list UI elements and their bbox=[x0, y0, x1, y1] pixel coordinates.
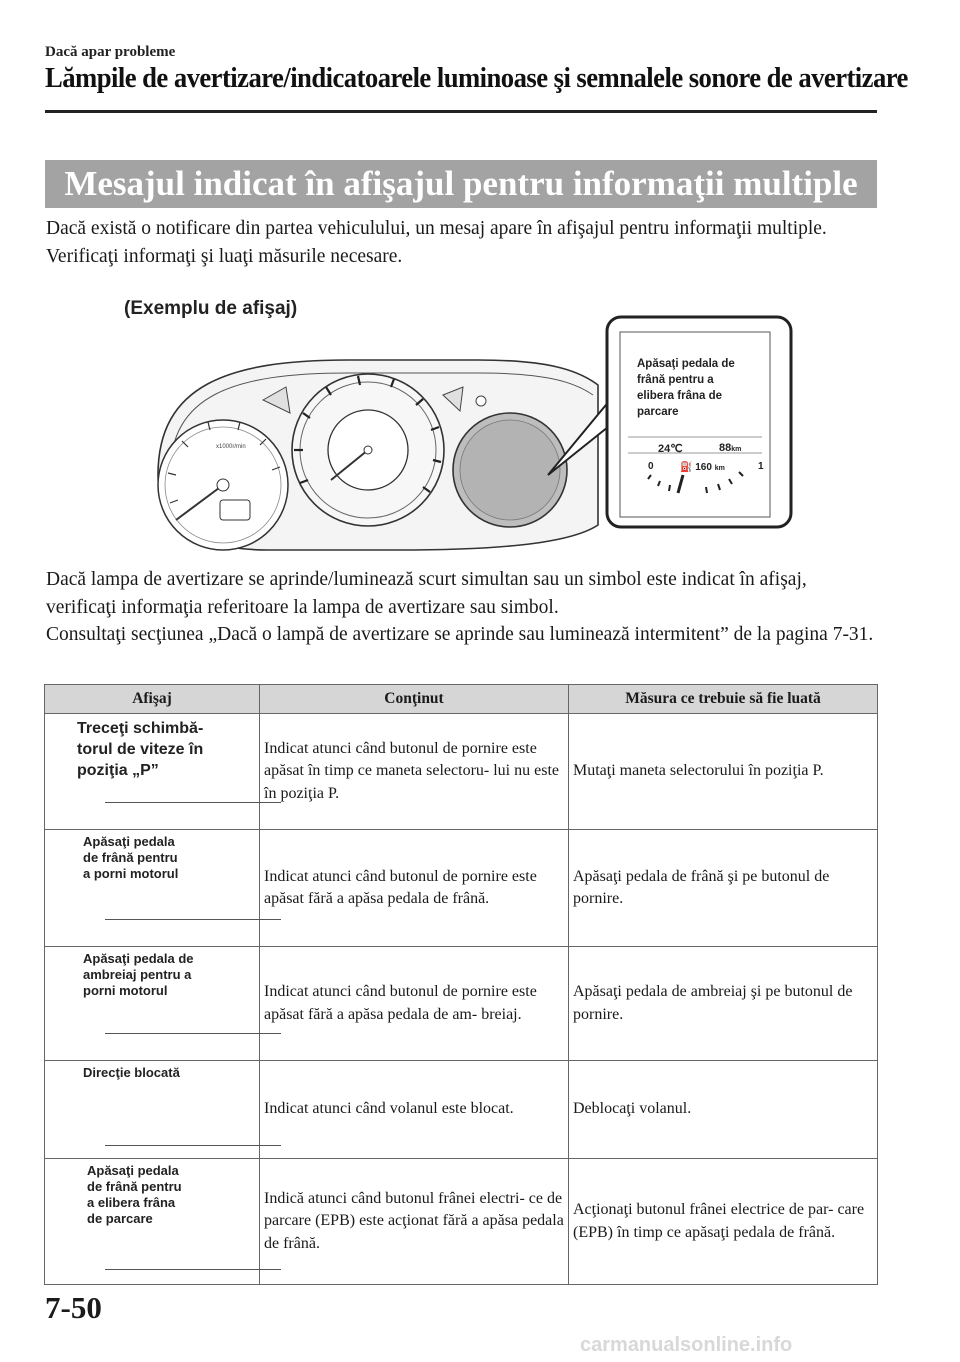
display-line: Apăsaţi pedala bbox=[87, 1163, 179, 1178]
display-line: Apăsaţi pedala bbox=[83, 834, 175, 849]
display-line: de frână pentru bbox=[87, 1179, 182, 1194]
footer-watermark: carmanualsonline.info bbox=[580, 1334, 793, 1356]
odometer-value: 88 bbox=[719, 442, 732, 454]
consult-paragraph: Consultaţi secţiunea „Dacă o lampă de avertizare se aprinde sau luminează intermitent” de la pagina 7-31. bbox=[46, 624, 874, 645]
temperature-readout bbox=[658, 442, 683, 455]
table-row bbox=[45, 1159, 878, 1285]
display-line: ambreiaj pentru a bbox=[83, 967, 192, 982]
display-divider bbox=[105, 919, 281, 920]
table-row bbox=[45, 830, 878, 947]
action-cell: Apăsaţi pedala de frână şi pe butonul de pornire. bbox=[569, 830, 878, 947]
column-header-display: Afişaj bbox=[45, 685, 260, 714]
display-line: Apăsaţi pedala de bbox=[83, 951, 194, 966]
table-header-row bbox=[45, 685, 878, 714]
temperature-value: 24 bbox=[658, 443, 671, 455]
popup-message-line: elibera frâna de bbox=[637, 390, 723, 402]
display-message bbox=[83, 1065, 180, 1081]
messages-table bbox=[44, 684, 878, 1285]
content-cell: Indicat atunci când butonul de pornire este apăsat fără a apăsa pedala de frână. bbox=[260, 830, 569, 947]
page-number: 7-50 bbox=[45, 1290, 102, 1325]
content-cell: Indicat atunci când butonul de pornire este apăsat fără a apăsa pedala de am- breiaj. bbox=[260, 947, 569, 1061]
display-line: poziţia „P” bbox=[77, 762, 159, 779]
popup-message-line: parcare bbox=[637, 406, 679, 418]
display-line: de parcare bbox=[87, 1211, 153, 1226]
popup-message bbox=[637, 356, 767, 420]
popup-message-line: Apăsaţi pedala de bbox=[637, 358, 735, 370]
display-cell bbox=[45, 714, 260, 830]
display-cell bbox=[45, 1159, 260, 1285]
temperature-unit: ℃ bbox=[670, 443, 683, 455]
table-row bbox=[45, 1061, 878, 1159]
content-cell: Indicat atunci când butonul de pornire este apăsat în timp ce maneta selectoru- lui nu este în poziţia P. bbox=[260, 714, 569, 830]
range-unit: km bbox=[714, 465, 725, 472]
range-value: 160 bbox=[695, 462, 712, 473]
section-label: Dacă apar probleme bbox=[45, 44, 176, 60]
gauge-min-label: 0 bbox=[648, 461, 654, 472]
display-divider bbox=[105, 802, 281, 803]
display-cell bbox=[45, 947, 260, 1061]
odometer-readout bbox=[719, 442, 741, 454]
display-line: torul de viteze în bbox=[77, 741, 204, 758]
intro-paragraph: Dacă există o notificare din partea vehiculului, un mesaj apare în afişajul pentru informaţii multiple. Verificaţi informaţi şi luaţi măsurile necesare. bbox=[46, 218, 827, 267]
action-cell: Deblocaţi volanul. bbox=[569, 1061, 878, 1159]
display-line: a porni motorul bbox=[83, 866, 179, 881]
table-row bbox=[45, 947, 878, 1061]
table-row bbox=[45, 714, 878, 830]
display-line: a elibera frâna bbox=[87, 1195, 176, 1210]
action-cell: Apăsaţi pedala de ambreiaj şi pe butonul de pornire. bbox=[569, 947, 878, 1061]
action-cell: Mutaţi maneta selectorului în poziţia P. bbox=[569, 714, 878, 830]
display-message bbox=[77, 718, 203, 781]
action-cell: Acţionaţi butonul frânei electrice de par- care (EPB) în timp ce apăsaţi pedala de frână. bbox=[569, 1159, 878, 1285]
display-cell bbox=[45, 1061, 260, 1159]
page-title: Lămpile de avertizare/indicatoarele luminoase şi semnalele sonore de avertizare bbox=[45, 62, 908, 94]
display-divider bbox=[105, 1033, 281, 1034]
section-banner: Mesajul indicat în afişajul pentru informaţii multiple bbox=[45, 160, 877, 208]
instrument-cluster-illustration bbox=[148, 315, 798, 560]
display-message bbox=[83, 834, 178, 882]
content-cell: Indică atunci când butonul frânei electri- ce de parcare (EPB) este acţionat fără a apăsa pedala de frână. bbox=[260, 1159, 569, 1285]
fuel-pump-icon: ⛽ bbox=[680, 462, 693, 473]
body-paragraph: Dacă lampa de avertizare se aprinde/luminează scurt simultan sau un simbol este indicat în afişaj, verificaţi informaţia referitoare la lampa de avertizare sau simbol. bbox=[46, 569, 807, 618]
range-readout bbox=[680, 462, 725, 473]
column-header-content: Conţinut bbox=[260, 685, 569, 714]
content-cell: Indicat atunci când volanul este blocat. bbox=[260, 1061, 569, 1159]
popup-message-line: frână pentru a bbox=[637, 374, 714, 386]
example-label: (Exemplu de afişaj) bbox=[124, 298, 298, 319]
odometer-unit: km bbox=[731, 446, 742, 453]
column-header-action: Măsura ce trebuie să fie luată bbox=[569, 685, 878, 714]
display-line: Treceţi schimbă- bbox=[77, 720, 204, 737]
display-message bbox=[87, 1163, 182, 1227]
display-line: de frână pentru bbox=[83, 850, 178, 865]
gauge-max-label: 1 bbox=[758, 461, 764, 472]
display-line: Direcţie blocată bbox=[83, 1065, 180, 1080]
svg-text:x1000r/min: x1000r/min bbox=[216, 444, 246, 450]
display-divider bbox=[105, 1269, 281, 1270]
display-cell bbox=[45, 830, 260, 947]
display-message bbox=[83, 951, 194, 999]
header-divider bbox=[45, 110, 877, 113]
display-line: porni motorul bbox=[83, 983, 168, 998]
display-divider bbox=[105, 1145, 281, 1146]
